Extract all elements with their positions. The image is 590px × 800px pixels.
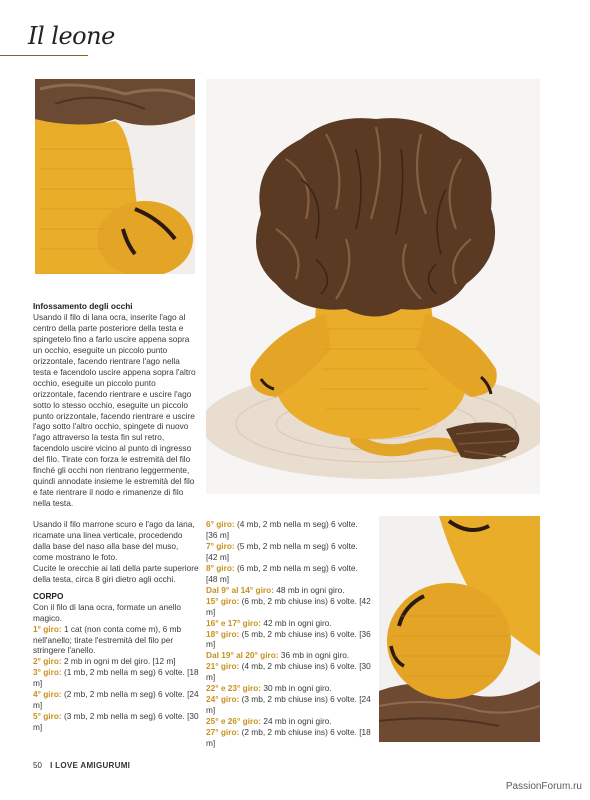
magazine-name: I LOVE AMIGURUMI	[50, 761, 131, 770]
watermark-text: PassionForum.ru	[505, 781, 582, 792]
round-item	[206, 541, 371, 563]
round-item	[33, 711, 199, 733]
round-label: 5° giro:	[33, 711, 62, 722]
round-text: 48 mb in ogni giro.	[276, 584, 345, 595]
round-item	[33, 689, 199, 711]
round-text: (2 mb, 2 mb chiuse ins) 6 volte. [18 m]	[206, 727, 371, 749]
round-item	[206, 596, 371, 618]
round-label: Dal 9° al 14° giro:	[206, 584, 274, 595]
round-label: 15° giro:	[206, 595, 240, 606]
round-text: 24 mb in ogni giro.	[263, 716, 332, 727]
section-eye-indentation	[33, 301, 199, 509]
round-label: 22° e 23° giro:	[206, 683, 262, 694]
round-label: 2° giro:	[33, 656, 62, 667]
photo-lion-back-view	[206, 79, 540, 494]
round-text: (5 mb, 2 mb chiuse ins) 6 volte. [36 m]	[206, 628, 371, 650]
page-footer	[33, 761, 130, 770]
round-label: 21° giro:	[206, 661, 240, 672]
round-text: (6 mb, 2 mb nella m seg) 6 volte. [48 m]	[206, 562, 358, 584]
round-text: (4 mb, 2 mb nella m seg) 6 volte. [36 m]	[206, 519, 358, 540]
round-text: (6 mb, 2 mb chiuse ins) 6 volte. [42 m]	[206, 595, 371, 617]
round-item	[206, 563, 371, 585]
round-text: 30 mb in ogni giro.	[263, 683, 332, 694]
round-label: 27° giro:	[206, 727, 240, 738]
round-item	[33, 656, 199, 667]
page-number: 50	[33, 761, 42, 770]
round-label: 4° giro:	[33, 689, 62, 700]
round-item	[33, 624, 199, 657]
round-text: (2 mb, 2 mb nella m seg) 6 volte. [24 m]	[33, 689, 199, 711]
round-label: 8° giro:	[206, 562, 235, 573]
round-item	[206, 650, 371, 661]
section-heading-body: CORPO	[33, 590, 64, 601]
ears-paragraph: Cucite le orecchie ai lati della parte superiore della testa, circa 8 giri dietro agli occhi.	[33, 562, 199, 584]
column-left	[33, 519, 199, 733]
rounds-list-left	[33, 624, 199, 734]
round-item	[206, 716, 371, 727]
photo-lion-paw-closeup	[35, 79, 195, 274]
round-item	[206, 727, 371, 749]
body-intro: Con il filo di lana ocra, formate un anello magico.	[33, 601, 182, 623]
round-item	[206, 519, 371, 541]
round-text: (4 mb, 2 mb chiuse ins) 6 volte. [30 m]	[206, 661, 371, 683]
round-label: 1° giro:	[33, 623, 62, 634]
round-item	[206, 661, 371, 683]
round-label: Dal 19° al 20° giro:	[206, 650, 279, 661]
round-label: 18° giro:	[206, 628, 240, 639]
column-middle	[206, 519, 371, 749]
round-item	[206, 618, 371, 629]
section-heading-eyes: Infossamento degli occhi	[33, 301, 133, 311]
round-label: 24° giro:	[206, 694, 240, 705]
round-item	[206, 694, 371, 716]
round-label: 25° e 26° giro:	[206, 716, 262, 727]
round-text: (3 mb, 2 mb nella m seg) 6 volte. [30 m]	[33, 711, 199, 733]
round-text: (1 mb, 2 mb nella m seg) 6 volte. [18 m]	[33, 667, 199, 689]
muzzle-paragraph: Usando il filo marrone scuro e l'ago da lana, ricamate una linea verticale, procedendo dalla base del naso alla base del muso, come mostrano le foto.	[33, 519, 195, 562]
round-text: (3 mb, 2 mb chiuse ins) 6 volte. [24 m]	[206, 694, 371, 716]
title-underline	[0, 55, 88, 56]
round-label: 3° giro:	[33, 667, 62, 678]
rounds-list-middle	[206, 519, 371, 749]
round-text: 42 mb in ogni giro.	[263, 617, 332, 628]
round-label: 6° giro:	[206, 519, 235, 529]
page-title: Il leone	[28, 22, 115, 50]
round-label: 7° giro:	[206, 540, 235, 551]
photo-lion-paw-on-wood	[379, 516, 540, 742]
round-item	[206, 629, 371, 651]
round-text: 2 mb in ogni m del giro. [12 m]	[63, 656, 176, 667]
round-label: 16° e 17° giro:	[206, 617, 262, 628]
round-item	[206, 683, 371, 694]
round-text: (5 mb, 2 mb nella m seg) 6 volte. [42 m]	[206, 540, 358, 562]
round-item	[206, 585, 371, 596]
round-item	[33, 667, 199, 689]
section-body-eyes: Usando il filo di lana ocra, inserite l'ago al centro della parte posteriore della testa e spingetelo fino a farlo uscire appena sopra un occhio, eseguite un piccolo punto orizzontale, facendo rientrare l'ago nella testa e facendolo uscire appena sopra l'altro occhio, eseguite un piccolo punto orizzontale, facendo rientrare e uscire l'ago sotto lo stesso occhio, eseguite un piccolo punto orizzontale, facendo rientrare e uscire l'ago sotto l'altro occhio, spingete di nuovo l'ago attraverso la testa fin sul retro, facendolo uscire vicino al punto di ingresso del filo. Tirate con forza le estremità del filo finché gli occhi non rientrano leggermente, quindi annodate insieme le estremità del filo e fate rientrare il nodo e rimanenze di filo nella testa.	[33, 311, 196, 509]
round-text: 36 mb in ogni giro.	[280, 650, 350, 661]
round-text: 1 cat (non conta come m), 6 mb nell'anello; tirate l'estremità del filo per stringere l'anello.	[33, 623, 182, 656]
